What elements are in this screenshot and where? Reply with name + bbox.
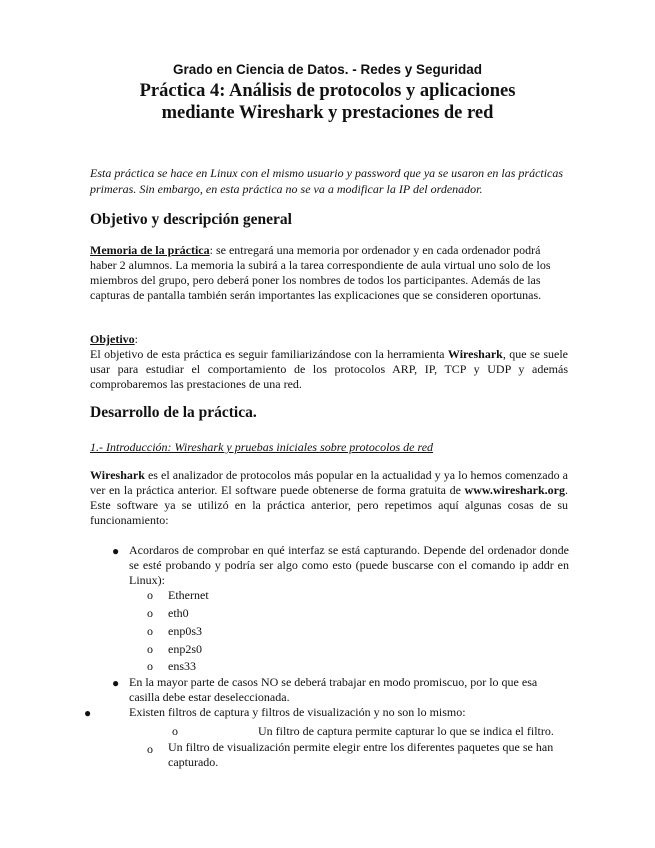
wireshark-text-2: . Este software ya se utilizó en la práctica anterior, pero repetimos aquí algunas cosas de su funcionamiento: — [90, 483, 568, 527]
intro-note: Esta práctica se hace en Linux con el mismo usuario y password que ya se usaron en las prácticas primeras. Sin embargo, en esta práctica no se va a modificar la IP del ordenador. — [90, 166, 564, 196]
wireshark-bold: Wireshark — [447, 347, 503, 361]
objetivo-text-a: El objetivo de esta práctica es seguir familiarizándose con la herramienta — [90, 347, 448, 361]
section-heading-desarrollo: Desarrollo de la práctica. — [90, 404, 257, 421]
sub-bullet-icon: o — [147, 659, 153, 673]
interface-item: eth0 — [168, 606, 189, 620]
sub-bullet-icon: o — [147, 588, 153, 602]
sub-bullet-icon: o — [147, 742, 153, 756]
wireshark-bold-2: Wireshark — [90, 468, 145, 482]
wireshark-url: www.wireshark.org — [464, 483, 565, 497]
wireshark-paragraph — [90, 468, 568, 528]
filter-captura: Un filtro de captura permite capturar lo que se indica el filtro. — [258, 724, 554, 738]
course-supertitle: Grado en Ciencia de Datos. - Redes y Seguridad — [172, 62, 483, 77]
objetivo-label: Objetivo — [90, 332, 135, 346]
interface-item: enp2s0 — [168, 642, 202, 656]
wireshark-text-1: es el analizador de protocolos más popular en la actualidad y ya lo hemos comenzado a ver en la práctica anterior. El software puede obtenerse de forma gratuita de — [90, 468, 568, 497]
objetivo-text-b: , que se suele usar para estudiar el comportamiento de los protocolos ARP, IP, TCP y UDP y además comprobaremos las prestaciones de una red. — [90, 347, 569, 391]
bullet-icon: ● — [112, 544, 120, 558]
bullet-icon: ● — [84, 706, 92, 720]
memoria-text: : se entregará una memoria por ordenador y en cada ordenador podrá haber 2 alumnos. La memoria la subirá a la tarea correspondiente de aula virtual uno solo de los miembros del grupo, pero deberá poner los nombres de todos los participantes. Además de las capturas de pantalla también serán importantes las explicaciones que se consideren oportunas. — [90, 243, 551, 302]
bullet-promiscuo: En la mayor parte de casos NO se deberá trabajar en modo promiscuo, por lo que esa casilla debe estar deseleccionada. — [129, 675, 538, 704]
bullet-filtros: Existen filtros de captura y filtros de visualización y no son lo mismo: — [129, 705, 466, 719]
filter-visualizacion: Un filtro de visualización permite elegir entre los diferentes paquetes que se han capturado. — [168, 740, 554, 769]
subsection-heading-intro: 1.- Introducción: Wireshark y pruebas iniciales sobre protocolos de red — [90, 440, 434, 454]
bullet-icon: ● — [112, 676, 120, 690]
objetivo-colon: : — [134, 332, 139, 346]
memoria-paragraph — [90, 243, 568, 303]
interface-item: Ethernet — [168, 588, 209, 602]
objetivo-label-line — [90, 332, 568, 347]
sub-bullet-icon: o — [147, 606, 153, 620]
sub-bullet-icon: o — [147, 642, 153, 656]
interface-item: enp0s3 — [168, 624, 202, 638]
bullet-interfaz: Acordaros de comprobar en qué interfaz se está capturando. Depende del ordenador donde se esté probando y podría ser algo como esto (puede buscarse con el comando ip addr en Linux): — [129, 543, 569, 587]
section-heading-objetivo: Objetivo y descripción general — [90, 211, 292, 228]
page-title-line-1: Práctica 4: Análisis de protocolos y aplicaciones — [139, 81, 516, 101]
sub-bullet-icon: o — [172, 724, 178, 738]
sub-bullet-icon: o — [147, 624, 153, 638]
page-title-line-2: mediante Wireshark y prestaciones de red — [161, 103, 494, 123]
memoria-label: Memoria de la práctica — [90, 243, 210, 257]
interface-item: ens33 — [168, 659, 196, 673]
objetivo-paragraph — [90, 347, 568, 392]
